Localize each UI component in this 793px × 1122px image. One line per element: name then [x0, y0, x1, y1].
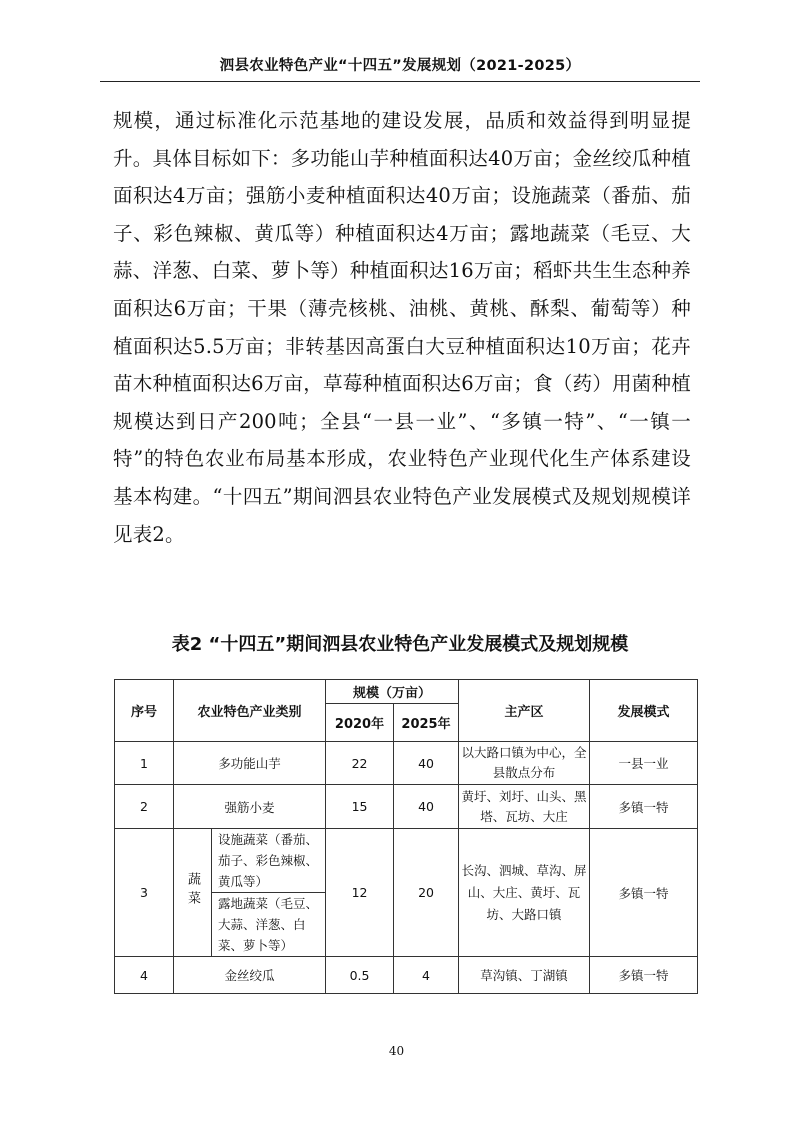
row-2025: 40	[394, 785, 459, 829]
row-mode: 一县一业	[590, 742, 698, 785]
row-2025: 40	[394, 742, 459, 785]
row-region: 以大路口镇为中心，全县散点分布	[459, 742, 590, 785]
row-2025: 20	[394, 829, 459, 957]
row-2020: 22	[326, 742, 394, 785]
row-mode: 多镇一特	[590, 785, 698, 829]
header-2020: 2020年	[326, 704, 394, 742]
row-subcategory: 露地蔬菜（毛豆、大蒜、洋葱、白菜、萝卜等）	[212, 893, 326, 957]
row-index: 4	[115, 957, 174, 994]
row-index: 1	[115, 742, 174, 785]
table-row	[115, 957, 698, 994]
row-category: 多功能山芋	[174, 742, 326, 785]
table-row	[115, 785, 698, 829]
header-scale: 规模（万亩）	[326, 680, 459, 704]
row-2020: 0.5	[326, 957, 394, 994]
header-index: 序号	[115, 680, 174, 742]
page-number: 40	[388, 1044, 405, 1058]
row-mode: 多镇一特	[590, 957, 698, 994]
table-row	[115, 829, 698, 893]
table-row	[115, 742, 698, 785]
body-paragraph: 规模，通过标准化示范基地的建设发展，品质和效益得到明显提升。具体目标如下：多功能山芋种植面积达40万亩；金丝绞瓜种植面积达4万亩；强筋小麦种植面积达40万亩；设施蔬菜（番茄、茄子、彩色辣椒、黄瓜等）种植面积达4万亩；露地蔬菜（毛豆、大蒜、洋葱、白菜、萝卜等）种植面积达16万亩；稻虾共生生态种养面积达6万亩；干果（薄壳核桃、油桃、黄桃、酥梨、葡萄等）种植面积达5.5万亩；非转基因高蛋白大豆种植面积达10万亩；花卉苗木种植面积达6万亩，草莓种植面积达6万亩；食（药）用菌种植规模达到日产200吨；全县“一县一业”、“多镇一特”、“一镇一特”的特色农业布局基本形成，农业特色产业现代化生产体系建设基本构建。“十四五”期间泗县农业特色产业发展模式及规划规模详见表2。	[113, 109, 691, 546]
industry-table	[114, 679, 698, 994]
row-category: 强筋小麦	[174, 785, 326, 829]
row-index: 3	[115, 829, 174, 957]
row-2025: 4	[394, 957, 459, 994]
row-region: 黄圩、刘圩、山头、黑塔、瓦坊、大庄	[459, 785, 590, 829]
row-2020: 15	[326, 785, 394, 829]
row-mode: 多镇一特	[590, 829, 698, 957]
row-group-label: 蔬菜	[185, 872, 200, 910]
header-rule	[100, 81, 700, 82]
running-header: 泗县农业特色产业“十四五”发展规划（2021-2025）	[219, 58, 581, 74]
row-index: 2	[115, 785, 174, 829]
header-2025: 2025年	[394, 704, 459, 742]
table-caption: 表2 “十四五”期间泗县农业特色产业发展模式及规划规模	[171, 634, 629, 655]
row-2020: 12	[326, 829, 394, 957]
header-mode: 发展模式	[590, 680, 698, 742]
row-subcategory: 设施蔬菜（番茄、茄子、彩色辣椒、黄瓜等）	[212, 829, 326, 893]
row-region: 长沟、泗城、草沟、屏山、大庄、黄圩、瓦坊、大路口镇	[459, 829, 590, 957]
row-group	[174, 829, 212, 957]
header-region: 主产区	[459, 680, 590, 742]
row-region: 草沟镇、丁湖镇	[459, 957, 590, 994]
header-category: 农业特色产业类别	[174, 680, 326, 742]
row-category: 金丝绞瓜	[174, 957, 326, 994]
